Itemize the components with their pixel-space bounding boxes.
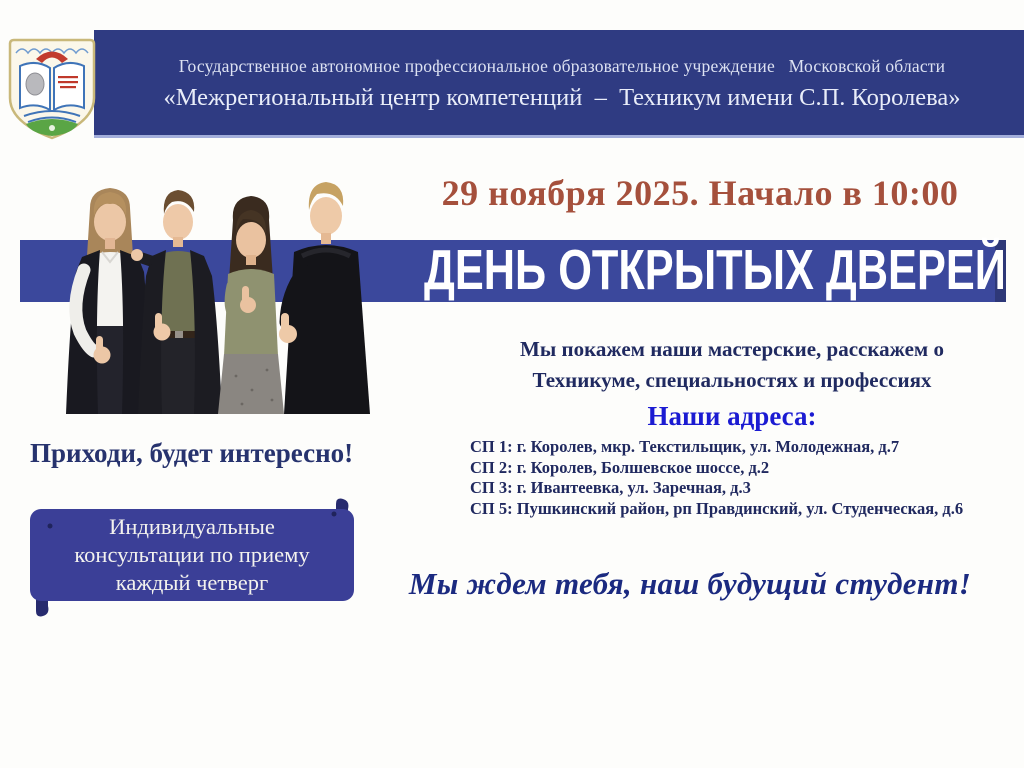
address-item: СП 3: г. Ивантеевка, ул. Заречная, д.3	[470, 478, 751, 497]
address-list	[448, 437, 1016, 519]
address-item: СП 1: г. Королев, мкр. Текстильщик, ул. Молодежная, д.7	[470, 437, 900, 456]
institution-name-line: «Межрегиональный центр компетенций – Техникум имени С.П. Королева»	[163, 83, 961, 111]
intro-line1: Мы покажем наши мастерские, расскажем о	[520, 337, 944, 361]
intro-line2: Техникуме, специальностях и профессиях	[532, 368, 932, 392]
address-item: СП 5: Пушкинский район, рп Правдинский, ул. Студенческая, д.6	[470, 498, 964, 518]
student-boy-left	[131, 190, 222, 414]
consultation-text	[30, 509, 354, 601]
student-girl-left	[66, 188, 152, 414]
students-photo	[36, 164, 448, 414]
consultation-ribbon	[16, 497, 368, 619]
consultation-line1: Индивидуальные	[109, 514, 275, 539]
event-date-line: 29 ноября 2025. Начало в 10:00	[441, 173, 959, 213]
address-item: СП 2: г. Королев, Болшевское шоссе, д.2	[470, 457, 770, 477]
consultation-line2: консультации по приему	[74, 542, 310, 567]
info-block	[448, 334, 1016, 519]
poster-title: ДЕНЬ ОТКРЫТЫХ ДВЕРЕЙ	[424, 238, 1006, 302]
college-crest-icon	[6, 36, 98, 142]
addresses-heading: Наши адреса:	[647, 401, 817, 431]
consultation-line3: каждый четверг	[115, 570, 269, 595]
student-boy-right	[279, 182, 370, 414]
invite-line: Приходи, будет интересно!	[30, 438, 354, 468]
student-girl-right	[218, 196, 284, 414]
header-band	[94, 30, 1024, 138]
closing-line: Мы ждем тебя, наш будущий студент!	[408, 566, 972, 601]
institution-type-line: Государственное автономное профессиональное образовательное учреждение Московской области	[178, 55, 946, 76]
